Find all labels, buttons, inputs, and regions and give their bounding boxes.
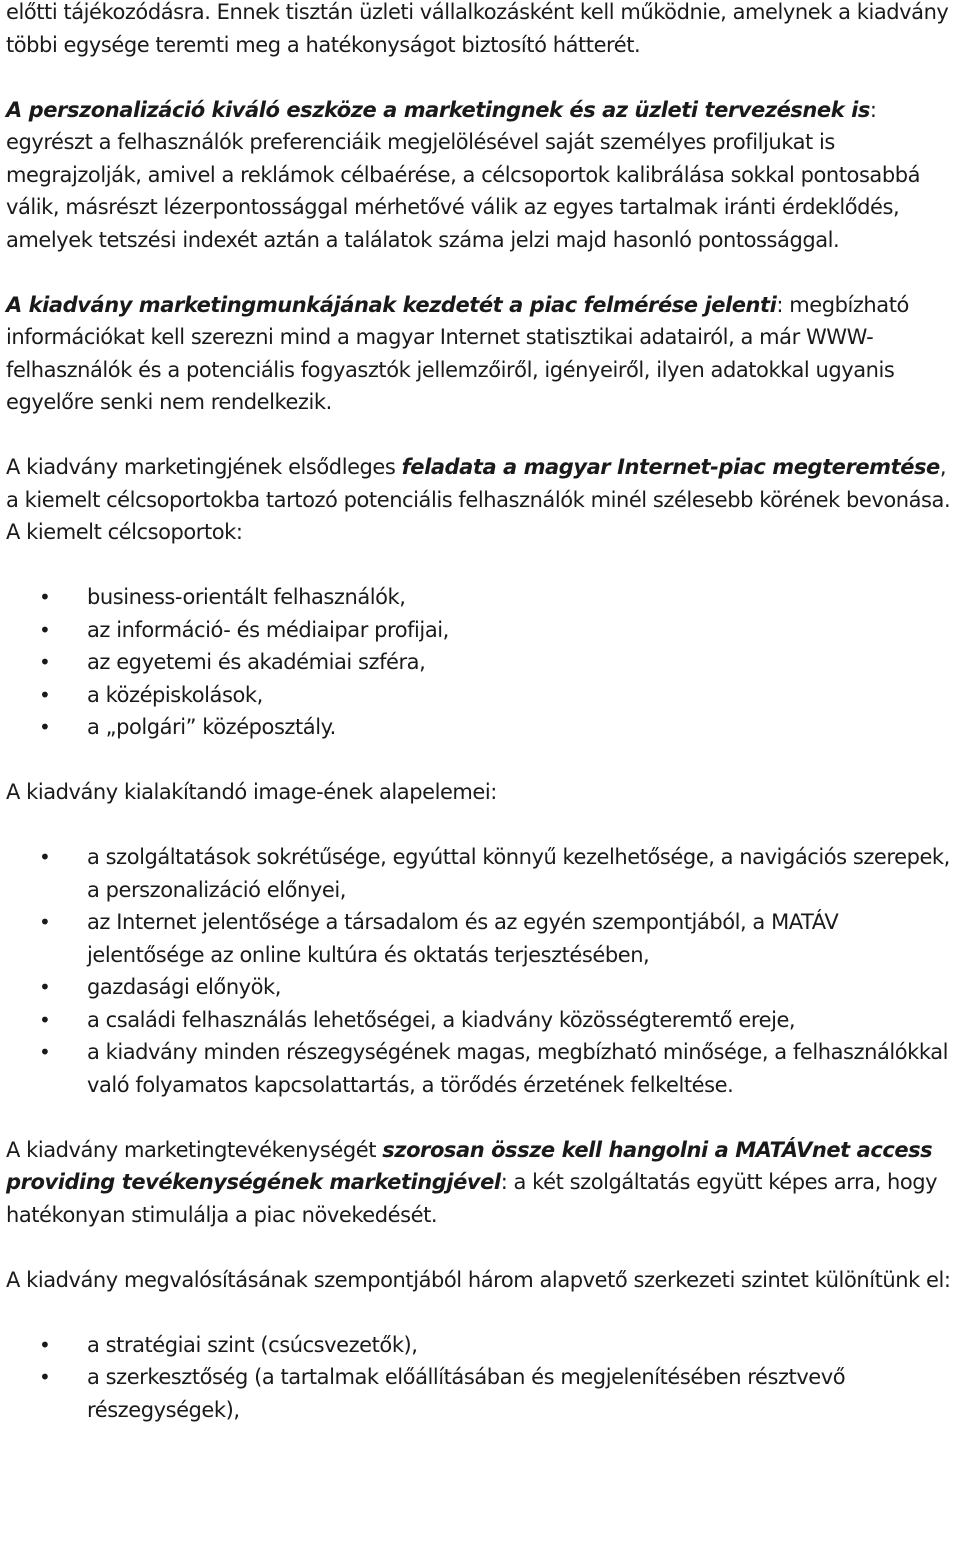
- personalization-rest: : egyrészt a felhasználók preferenciáik megjelölésével saját személyes profiljukat is megrajzolják, amivel a reklámok célbaérése, a célcsoportok kalibrálása sokkal pontosabbá válik, másrészt lézerpontossággal mérhetővé válik az egyes tartalmak iránti érdeklődés, amelyek tetszési indexét aztán a találatok száma jelzi majd hasonló pontossággal.: [6, 97, 921, 252]
- paragraph-marketing-start: [6, 289, 956, 419]
- paragraph-gap: [6, 809, 956, 842]
- paragraph-intro-tail: előtti tájékozódásra. Ennek tisztán üzleti vállalkozásként kell működnie, amelynek a kiadvány többi egysége teremti meg a hatékonyságot biztosító hátterét.: [6, 0, 949, 57]
- list-item: • a „polgári” középosztály.: [6, 711, 956, 744]
- list-item: • a családi felhasználás lehetőségei, a kiadvány közösségteremtő ereje,: [6, 1004, 956, 1037]
- paragraph-primary-task: [6, 451, 956, 549]
- list-item: • a szerkesztőség (a tartalmak előállításában és megjelenítésében résztvevő részegységek),: [6, 1361, 956, 1426]
- primary-task-pre: A kiadvány marketingjének elsődleges: [6, 455, 402, 479]
- list-item: • a középiskolások,: [6, 679, 956, 712]
- image-element-list: [6, 841, 956, 1101]
- paragraph-gap: [6, 61, 956, 94]
- levels-list: [6, 1329, 956, 1427]
- paragraph-gap: [6, 549, 956, 582]
- list-item: • a stratégiai szint (csúcsvezetők),: [6, 1329, 956, 1362]
- list-item: • business-orientált felhasználók,: [6, 581, 956, 614]
- personalization-lead: A perszonalizáció kiváló eszköze a marketingnek és az üzleti tervezésnek is: [6, 97, 870, 122]
- list-item: • az egyetemi és akadémiai szféra,: [6, 646, 956, 679]
- coordination-emphasis: szorosan össze kell hangolni a MATÁVnet access providing tevékenységének marketingjével: [6, 1137, 933, 1194]
- paragraph-image-intro: A kiadvány kialakítandó image-ének alapelemei:: [6, 780, 497, 804]
- document-page: [6, 0, 956, 1426]
- coordination-pre: A kiadvány marketingtevékenységét: [6, 1137, 383, 1162]
- target-group-list: [6, 581, 956, 744]
- paragraph-gap: [6, 1231, 956, 1264]
- paragraph-gap: [6, 1296, 956, 1329]
- list-item: • a szolgáltatások sokrétűsége, egyúttal könnyű kezelhetősége, a navigációs szerepek, a perszonalizáció előnyei,: [6, 841, 956, 906]
- paragraph-gap: [6, 744, 956, 777]
- marketing-start-rest: : megbízható információkat kell szerezni mind a magyar Internet statisztikai adatairól, a már WWW-felhasználók és a potenciális fogyasztók jellemzőiről, igényeiről, ilyen adatokkal ugyanis egyelőre senki nem rendelkezik.: [6, 292, 909, 414]
- list-item: • a kiadvány minden részegységének magas, megbízható minősége, a felhasználókkal való folyamatos kapcsolattartás, a törődés érzetének felkeltése.: [6, 1036, 956, 1101]
- list-item: • gazdasági előnyök,: [6, 971, 956, 1004]
- paragraph-coordination: [6, 1134, 956, 1232]
- list-item: • az információ- és médiaipar profijai,: [6, 614, 956, 647]
- paragraph-personalization: [6, 94, 956, 257]
- paragraph-levels-intro: A kiadvány megvalósításának szempontjából három alapvető szerkezeti szintet különítünk el:: [6, 1267, 951, 1292]
- marketing-start-lead: A kiadvány marketingmunkájának kezdetét a piac felmérése jelenti: [6, 292, 777, 317]
- paragraph-gap: [6, 256, 956, 289]
- primary-task-post: , a kiemelt célcsoportokba tartozó potenciális felhasználók minél szélesebb körének bevonása. A kiemelt célcsoportok:: [6, 455, 951, 544]
- primary-task-emphasis: feladata a magyar Internet-piac megteremtése: [401, 455, 940, 479]
- paragraph-gap: [6, 1101, 956, 1134]
- paragraph-gap: [6, 419, 956, 452]
- list-item: • az Internet jelentősége a társadalom és az egyén szempontjából, a MATÁV jelentősége az online kultúra és oktatás terjesztésében,: [6, 906, 956, 971]
- coordination-post: : a két szolgáltatás együtt képes arra, hogy hatékonyan stimulálja a piac növekedését.: [6, 1170, 938, 1227]
